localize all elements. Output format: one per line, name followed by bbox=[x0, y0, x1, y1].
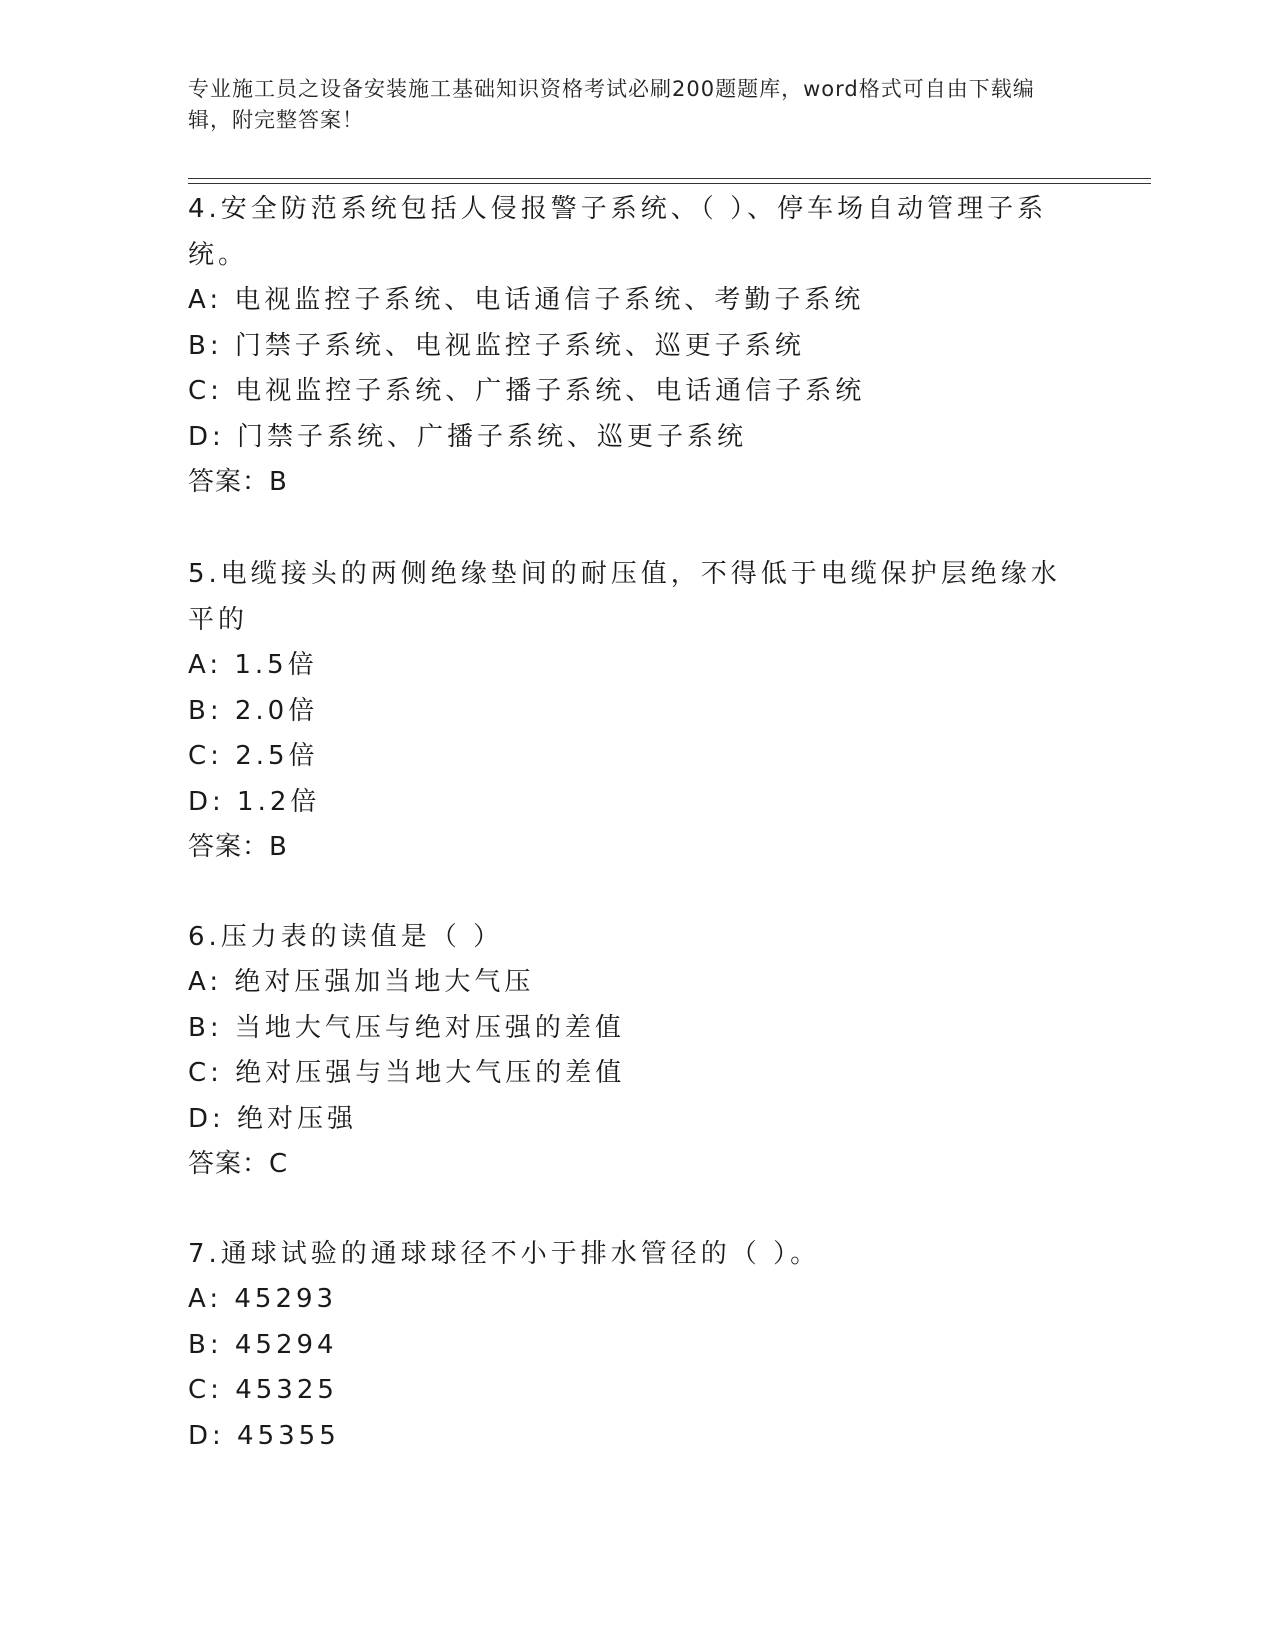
option-key: B: bbox=[188, 1329, 223, 1360]
question-stem: 6.压力表的读值是（ ） bbox=[188, 922, 504, 952]
option-key: D: bbox=[188, 786, 225, 817]
question-stem: 5.电缆接头的两侧绝缘垫间的耐压值，不得低于电缆保护层绝缘水平的 bbox=[188, 559, 1061, 635]
question-7 bbox=[188, 1231, 1088, 1459]
option-c bbox=[188, 1051, 1088, 1097]
option-text: 绝对压强加当地大气压 bbox=[234, 967, 535, 997]
option-key: D: bbox=[188, 421, 225, 452]
option-text: 1.5倍 bbox=[234, 650, 318, 680]
document-intro: 专业施工员之设备安装施工基础知识资格考试必刷200题题库，word格式可自由下载编辑，附完整答案！ bbox=[188, 77, 1035, 132]
option-list bbox=[188, 960, 1088, 1142]
option-key: D: bbox=[188, 1103, 225, 1134]
option-a bbox=[188, 278, 1088, 324]
option-key: D: bbox=[188, 1420, 225, 1451]
option-key: A: bbox=[188, 285, 223, 315]
option-a bbox=[188, 960, 1088, 1006]
question-stem: 7.通球试验的通球球径不小于排水管径的（ ）。 bbox=[188, 1239, 821, 1269]
option-key: B: bbox=[188, 330, 223, 361]
option-text: 电视监控子系统、电话通信子系统、考勤子系统 bbox=[234, 285, 865, 315]
option-text: 45355 bbox=[237, 1420, 340, 1451]
option-key: C: bbox=[188, 376, 223, 406]
option-list bbox=[188, 278, 1088, 460]
option-d bbox=[188, 780, 1088, 826]
option-text: 门禁子系统、广播子系统、巡更子系统 bbox=[237, 421, 748, 452]
option-key: A: bbox=[188, 650, 223, 680]
option-d bbox=[188, 1097, 1088, 1143]
option-key: C: bbox=[188, 741, 223, 771]
answer-line: 答案：C bbox=[188, 1149, 289, 1179]
option-text: 2.0倍 bbox=[234, 695, 319, 726]
option-text: 45293 bbox=[234, 1284, 338, 1314]
option-key: B: bbox=[188, 695, 223, 726]
option-text: 绝对压强 bbox=[237, 1103, 358, 1134]
option-text: 绝对压强与当地大气压的差值 bbox=[235, 1058, 626, 1088]
question-stem: 4.安全防范系统包括人侵报警子系统、（ ）、停车场自动管理子系统。 bbox=[188, 194, 1048, 270]
option-b bbox=[188, 689, 1088, 735]
option-b bbox=[188, 1006, 1088, 1052]
option-text: 1.2倍 bbox=[237, 786, 321, 817]
option-a bbox=[188, 643, 1088, 689]
option-list bbox=[188, 1277, 1088, 1459]
option-list bbox=[188, 643, 1088, 825]
question-4 bbox=[188, 186, 1088, 505]
option-key: C: bbox=[188, 1375, 223, 1405]
option-key: B: bbox=[188, 1012, 223, 1043]
option-key: A: bbox=[188, 1284, 223, 1314]
option-b bbox=[188, 1323, 1088, 1369]
option-key: A: bbox=[188, 967, 223, 997]
option-c bbox=[188, 734, 1088, 780]
option-a bbox=[188, 1277, 1088, 1323]
option-text: 45294 bbox=[234, 1329, 338, 1360]
option-text: 2.5倍 bbox=[235, 741, 319, 771]
option-text: 门禁子系统、电视监控子系统、巡更子系统 bbox=[234, 330, 805, 361]
answer-line: 答案：B bbox=[188, 832, 288, 862]
answer-line: 答案：B bbox=[188, 467, 288, 497]
option-text: 电视监控子系统、广播子系统、电话通信子系统 bbox=[235, 376, 866, 406]
option-b bbox=[188, 324, 1088, 370]
question-6 bbox=[188, 914, 1088, 1187]
header-divider-bottom bbox=[188, 183, 1151, 184]
header-divider-top bbox=[188, 178, 1151, 179]
option-text: 45325 bbox=[235, 1375, 338, 1405]
option-d bbox=[188, 1414, 1088, 1460]
option-d bbox=[188, 415, 1088, 461]
option-c bbox=[188, 1368, 1088, 1414]
option-key: C: bbox=[188, 1058, 223, 1088]
option-text: 当地大气压与绝对压强的差值 bbox=[234, 1012, 625, 1043]
option-c bbox=[188, 369, 1088, 415]
question-5 bbox=[188, 551, 1088, 870]
